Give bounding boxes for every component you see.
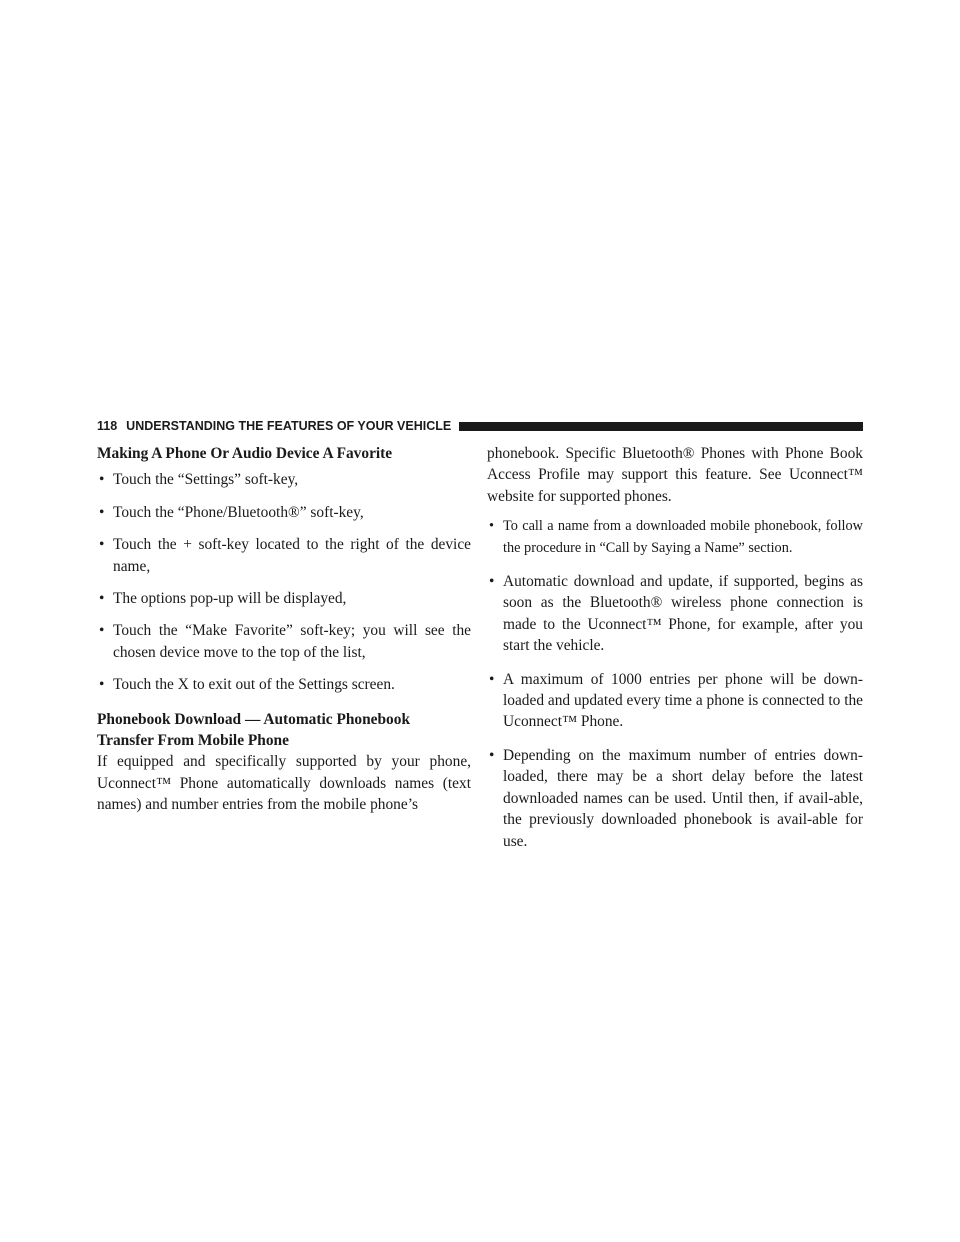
phonebook-intro-paragraph: If equipped and specifically supported by your phone, Uconnect™ Phone automatically downloads names (text names) and number entries from the mobile phone’s: [97, 753, 471, 814]
heading-make-favorite: Making A Phone Or Audio Device A Favorite: [97, 445, 393, 462]
phonebook-notes-list: [487, 516, 863, 852]
list-item: • Touch the “Settings” soft-key,: [97, 469, 471, 490]
bullet-icon: •: [99, 676, 105, 694]
bullet-icon: •: [99, 622, 105, 640]
list-item: • To call a name from a downloaded mobile phonebook, follow the procedure in “Call by Saying a Name” section.: [489, 518, 863, 556]
list-item: • Touch the “Make Favorite” soft-key; you will see the chosen device move to the top of the list,: [99, 622, 471, 661]
bullet-icon: •: [489, 518, 495, 535]
right-column: [487, 443, 863, 852]
list-item: • The options pop-up will be displayed,: [97, 588, 471, 609]
list-item: • A maximum of 1000 entries per phone will be down-loaded and updated every time a phone is connected to the Uconnect™ Phone.: [489, 670, 863, 731]
page-number: 118: [97, 419, 118, 433]
list-item: • Touch the X to exit out of the Settings screen.: [97, 674, 471, 695]
section-title: UNDERSTANDING THE FEATURES OF YOUR VEHICLE: [126, 419, 452, 433]
left-column: [97, 443, 471, 816]
bullet-icon: •: [489, 746, 495, 764]
bullet-icon: •: [99, 471, 105, 489]
favorite-steps-list: [97, 469, 471, 695]
bullet-icon: •: [99, 536, 105, 554]
list-item: • Touch the “Phone/Bluetooth®” soft-key,: [97, 502, 471, 523]
heading-phonebook-download: Phonebook Download — Automatic Phonebook Transfer From Mobile Phone: [97, 710, 410, 750]
bullet-icon: •: [489, 573, 495, 591]
bullet-icon: •: [99, 590, 105, 608]
bullet-icon: •: [99, 503, 105, 521]
header-rule: [459, 422, 863, 431]
page-header: [97, 418, 863, 434]
list-item: • Depending on the maximum number of entries down-loaded, there may be a short delay before the latest downloaded names can be used. Until then, if avail-able, the previously downloaded phonebook is avail-able for use.: [489, 746, 863, 850]
phonebook-continued-paragraph: phonebook. Specific Bluetooth® Phones with Phone Book Access Profile may support this feature. See Uconnect™ website for supported phones.: [487, 445, 863, 505]
list-item: • Touch the + soft-key located to the right of the device name,: [99, 536, 471, 575]
list-item: • Automatic download and update, if supported, begins as soon as the Bluetooth® wireless phone connection is made to the Uconnect™ Phone, for example, after you start the vehicle.: [489, 573, 863, 655]
bullet-icon: •: [489, 670, 495, 688]
